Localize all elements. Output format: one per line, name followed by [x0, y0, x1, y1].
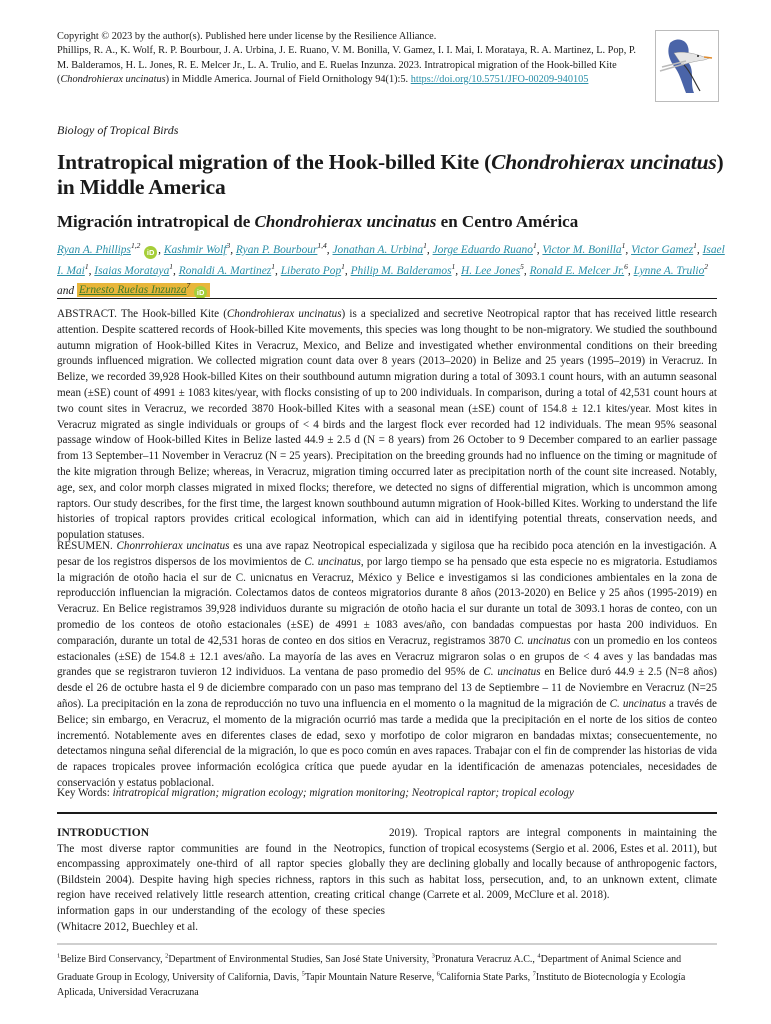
article-subtitle-spanish: Migración intratropical de Chondrohierax uncinatus en Centro América: [57, 212, 579, 231]
author-affiliation-marker: 1: [423, 241, 427, 250]
author-link[interactable]: Victor Gamez: [631, 243, 694, 256]
author-entry: [57, 241, 158, 257]
author-entry: [94, 261, 174, 277]
resumen-label: RESUMEN.: [57, 540, 113, 552]
author-separator: ,: [326, 243, 333, 256]
author-affiliation-marker: 5: [520, 261, 524, 271]
author-separator: ,: [536, 243, 543, 256]
author-entry: [350, 261, 456, 277]
author-separator: ,: [625, 243, 632, 256]
author-entry: [529, 261, 628, 277]
author-affiliation-marker: 1: [451, 261, 456, 271]
author-affiliation-marker: 1: [84, 261, 89, 271]
author-link[interactable]: Jonathan A. Urbina: [332, 243, 424, 256]
doi-link[interactable]: https://doi.org/10.5751/JFO-00209-940105: [410, 74, 589, 86]
affiliation-footnote: $^4$Department of Animal Science and Graduate Group in Ecology, University of California, Davis,: [57, 953, 682, 984]
author-link[interactable]: Ronald E. Melcer Jr.: [529, 264, 625, 277]
author-link[interactable]: Isael I. Mai: [57, 243, 725, 277]
author-entry: [460, 261, 524, 277]
author-affiliation-marker: 1: [621, 241, 626, 250]
affiliation-footnote: $^2$Department of Environmental Studies, San José State University,: [165, 953, 432, 966]
author-conjunction: and: [57, 284, 77, 297]
abstract: ABSTRACT. The Hook-billed Kite (Chondrohierax uncinatus) is a specialized and secretive Neotropical raptor that has received little research attention. Despite scattered records of Hook-billed Kite movements, this species was long thought to be non-migratory. We studied the southbound autumn migration of Hook-billed Kites in Veracruz, Mexico, and Belize and investigated whether environmental conditions on their breeding grounds influenced migration. We collected migration count data over 8 years (2013–2020) in Belize and 25 years (1995–2019) in Veracruz. In Belize, we recorded 39,928 Hook-billed Kites on their southbound autumn migration during a total of 3093.1 count hours, with an autumn seasonal mean (±SE) count of 4991 ± 1083 kites/year, with flocks consisting of up to 200 individuals. In comparison, during a total of 42,531 count hours at two count sites in Veracruz, we recorded 3870 Hook-billed Kites with a seasonal mean (±SE) count of 154.8 ± 12.1 kites/year. Most kites in Veracruz migrated as single individuals or groups of < 4 birds and the largest flock ever recorded had 12 individuals. The mean 95% seasonal passage window of Hook-billed Kites in Belize lasted 44.9 ± 2.5 d (N = 8 years) from 26 October to 9 December compared to an earlier passage from 13 September–11 November in Veracruz (N = 25 years). Precipitation on the breeding grounds had no influence on the timing or magnitude of the kite migration through Belize; whereas, in Veracruz, migration timing occurred later as precipitation north of the count site increased. Notably, age, sex, and color morph classes migrated in mixed flocks; therefore, we detected no signs of differential migration, which is uncommon among raptors. Our study describes, for the first time, the largest known southbound autumn migration of Hook-billed Kites. Working to understand the life histories of tropical raptors provides critical ecological information, which can aid in identifying potential threats, conservation needs, and population statuses.: [57, 308, 717, 542]
author-separator: ,: [230, 243, 236, 256]
affiliation-footnote: $^3$Pronatura Veracruz A.C.,: [431, 953, 538, 966]
affiliation-footnote: $^6$California State Parks,: [436, 970, 533, 984]
author-link[interactable]: Victor M. Bonilla: [542, 243, 622, 256]
author-link[interactable]: Kashmir Wolf: [163, 243, 227, 256]
orcid-icon[interactable]: iD: [144, 246, 157, 259]
author-link[interactable]: H. Lee Jones: [460, 264, 521, 277]
author-entry: [542, 241, 626, 256]
author-affiliation-marker: 6: [624, 261, 628, 271]
affiliations-footnotes: [57, 950, 717, 1000]
author-separator: ,: [275, 264, 281, 277]
author-separator: ,: [523, 264, 530, 277]
author-affiliation-marker: 1: [341, 261, 345, 271]
affiliation-footnote: $^7$Instituto de Biotecnología y Ecología Aplicada, Universidad Veracruzana: [57, 970, 686, 998]
author-link[interactable]: Lynne A. Trulio: [633, 264, 705, 277]
author-entry: [163, 241, 231, 256]
author-separator: ,: [158, 243, 164, 256]
author-entry: [178, 261, 275, 277]
copyright-notice: Copyright © 2023 by the author(s). Published here under license by the Resilience Alliance.: [57, 31, 437, 42]
author-link[interactable]: Jorge Eduardo Ruano: [432, 243, 533, 256]
author-link[interactable]: Ryan A. Phillips: [57, 243, 131, 256]
author-entry: [633, 261, 709, 277]
author-separator: ,: [696, 243, 703, 256]
section-tag: Biology of Tropical Birds: [57, 123, 179, 137]
author-entry: [235, 241, 327, 256]
author-separator: ,: [344, 264, 351, 277]
author-affiliation-marker: 1: [693, 241, 697, 250]
author-entry: [332, 241, 427, 256]
footnote-divider: [57, 943, 717, 945]
author-affiliation-marker: 3: [226, 241, 231, 250]
author-affiliation-marker: 1,2: [130, 241, 141, 250]
author-entry: [280, 261, 345, 277]
keywords-label: Key Words:: [57, 787, 113, 799]
author-entry: [432, 241, 537, 256]
author-separator: ,: [455, 264, 461, 277]
section-divider: [57, 812, 717, 814]
author-affiliation-marker: 1: [532, 241, 537, 250]
introduction-column-right: 2019). Tropical raptors are integral components in maintaining the function of tropical ecosystems (Sergio et al. 2006, Estes et al. 2011), but they are declining globally and locally because of anthropogenic factors, such as habitat loss, persecution, and, to an unknown extent, climate change (Carrete et al. 2009, McClure et al. 2018).: [389, 827, 717, 902]
introduction-heading: INTRODUCTION: [57, 827, 150, 839]
introduction-column-left: INTRODUCTION The most diverse raptor communities are found in the Neotropics, encompassing approximately one-third of all raptor species globally (Bildstein 2004). Despite having high species richness, raptors in this region have received relatively little research attention, creating critical information gaps in our understanding of the ecology of these species (Whitacre 2012, Buechley et al.: [57, 827, 385, 933]
author-link[interactable]: Philip M. Balderamos: [350, 264, 452, 277]
author-affiliation-marker: 2: [704, 261, 709, 271]
journal-bird-logo-icon: [655, 30, 719, 102]
author-separator: ,: [88, 264, 95, 277]
author-link[interactable]: Ronaldi A. Martinez: [178, 264, 272, 277]
author-link[interactable]: Liberato Pop: [280, 264, 342, 277]
affiliation-footnote: $^5$Tapir Mountain Nature Reserve,: [301, 970, 437, 984]
author-list: [57, 238, 727, 299]
author-affiliation-marker: 1,4: [317, 241, 327, 250]
author-separator: ,: [173, 264, 179, 277]
citation-text: Phillips, R. A., K. Wolf, R. P. Bourbour, J. A. Urbina, J. E. Ruano, V. M. Bonilla, V. Gamez, I. I. Mai, I. Morataya, R. A. Martinez, L. Pop, P. M. Balderamos, H. L. Jones, R. E. Melcer Jr., L. A. Trulio, and E. Ruelas Inzunza. 2023. Intratropical migration of the Hook-billed Kite (Chondrohierax uncinatus) in Middle America. Journal of Field Ornithology 94(1):5. https://doi.org/10.5751/JFO-00209-940105: [57, 45, 637, 86]
keywords: [57, 787, 717, 799]
resumen: RESUMEN. Chonrrohierax uncinatus es una ave rapaz Neotropical especializada y sigilosa que ha recibido poca atención en la investigación. A pesar de los registros dispersos de los movimientos de C. uncinatus, por largo tiempo se ha pensado que esta especie no es migratoria. Estudiamos la migración de otoño hacia el sur de C. unicnatus en Veracruz, México y Belice e investigamos si las condiciones ambientales en la zona de reproducción influencian la migración. Colectamos datos de conteos migratorios durante 8 años (2013-2020) en Belice y 25 años (1995-2019) en Veracruz. En Belice registramos 39,928 individuos durante su migración de otoño hacia el sur durante un total de 3093.1 horas de conteo, con un promedio de los conteos de otoño estacionales (±SE) de 4991 ± 1083 aves/año, con bandadas compuestas por hasta 200 individuos. En comparación, durante un total de 42,531 horas de conteo en dos sitios en Veracruz, registramos 3870 C. uncinatus con un promedio en los conteos estacionales (±SE) de 154.8 ± 12.1 aves/año. La mayoría de las aves en Veracruz migraron solas o en grupos de < 4 aves y las bandadas mas grandes que se registraron tuvieron 12 individuos. La ventana de paso promedio del 95% de C. uncinatus en Belice duró 44.9 ± 2.5 (N=8 años) desde el 26 de octubre hasta el 9 de diciembre comparado con un paso mas temprano del 13 de Septiembre – 11 de Noviembre en Veracruz (N=25 años). La precipitación en la zona de reproducción no tuvo una influencia en el momento o la magnitud de la migración de C. uncinatus a través de Belice; sin embargo, en Veracruz, el momento de la migración ocurrió mas tarde a medida que la precipitación en el norte de los sitios de conteo incrementó. Notablemente aves en diferentes clases de edad, sexo y morfotipo de color migraron en bandadas mixtas; consecuentemente, no detectamos ninguna señal diferencial de la migración, lo que es poco común en aves rapaces. Trabajar con el fin de comprender las historias de vida de rapaces tropicales provee información ecológica crítica que puede ayudar en la identificación de amenazas potenciales, necesidades de conservación y estatus poblacional.: [57, 540, 718, 789]
article-title: Intratropical migration of the Hook-billed Kite (Chondrohierax uncinatus) in Middle America: [57, 150, 724, 199]
author-link[interactable]: Isaias Morataya: [94, 264, 170, 277]
divider: [57, 298, 717, 299]
author-entry: [77, 283, 210, 297]
author-separator: ,: [426, 243, 433, 256]
keywords-terms: intratropical migration; migration ecology; migration monitoring; Neotropical raptor; tropical ecology: [112, 787, 574, 799]
author-link[interactable]: Ryan P. Bourbour: [235, 243, 318, 256]
author-affiliation-marker: 7: [186, 281, 191, 291]
author-link[interactable]: Ernesto Ruelas Inzunza: [78, 284, 187, 297]
citation-block: [57, 30, 637, 88]
author-separator: ,: [627, 264, 634, 277]
author-entry: [631, 241, 697, 256]
affiliation-footnote: $^1$Belize Bird Conservancy,: [57, 953, 166, 966]
author-affiliation-marker: 1: [169, 261, 174, 271]
abstract-label: ABSTRACT.: [57, 308, 117, 320]
orcid-icon[interactable]: iD: [194, 286, 207, 299]
author-affiliation-marker: 1: [271, 261, 275, 271]
